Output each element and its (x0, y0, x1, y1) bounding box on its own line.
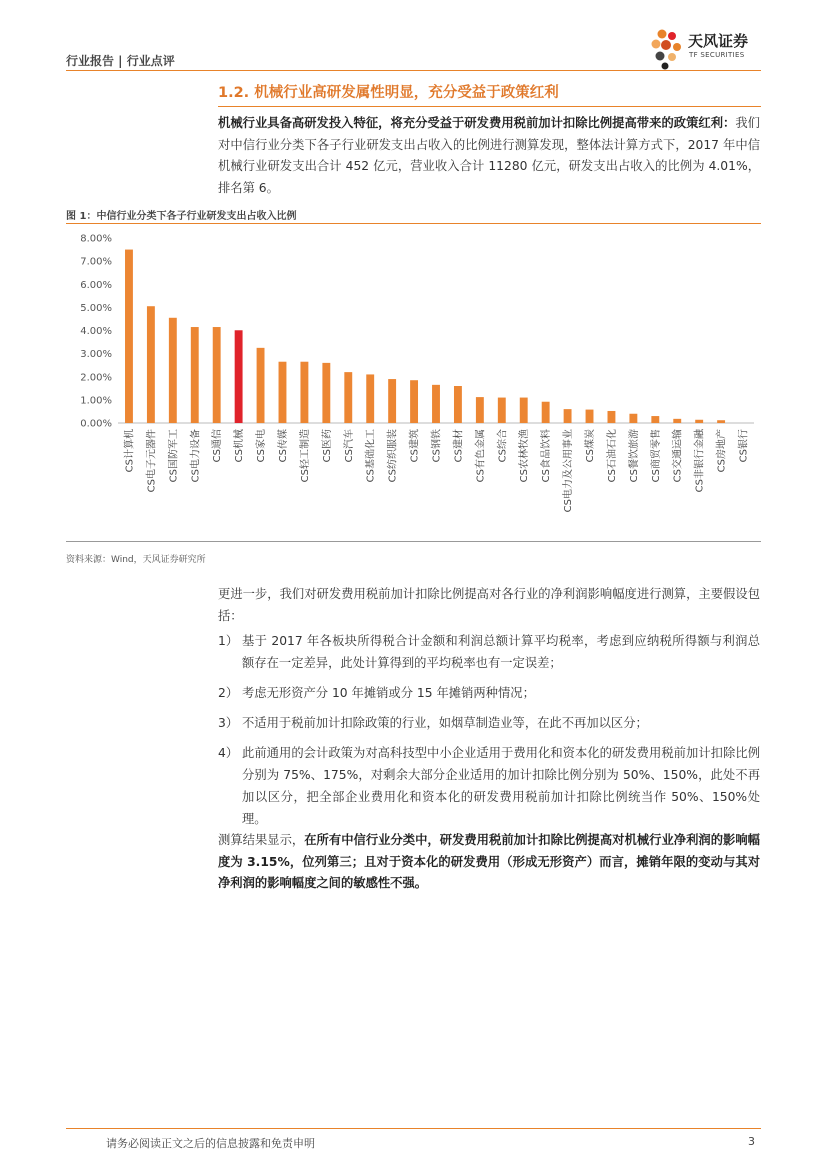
assumption-text: 基于 2017 年各板块所得税合计金额和利润总额计算平均税率，考虑到应纳税所得额与利润总额存在一定差异，此处计算得到的平均税率也有一定误差； (242, 634, 760, 670)
y-tick-label: 3.00% (80, 349, 112, 361)
assumption-item (218, 630, 760, 674)
assumption-number: 1） (218, 634, 239, 648)
bar (257, 348, 265, 423)
x-tick-label: CS交通运输 (672, 429, 684, 483)
section-title: 1.2. 机械行业高研发属性明显，充分受益于政策红利 (218, 85, 559, 101)
y-tick-label: 1.00% (80, 395, 112, 407)
assumption-item (218, 712, 760, 734)
bar (586, 410, 594, 423)
x-tick-label: CS电力及公用事业 (563, 429, 575, 513)
x-tick-label: CS建材 (453, 429, 465, 463)
assumption-item (218, 682, 760, 704)
x-tick-label: CS纺织服装 (387, 429, 399, 483)
x-tick-label: CS有色金属 (475, 429, 487, 483)
y-tick-label: 4.00% (80, 326, 112, 337)
x-tick-label: CS家电 (256, 429, 268, 463)
x-tick-label: CS机械 (234, 429, 246, 463)
x-tick-label: CS通信 (212, 429, 224, 463)
x-tick-label: CS钢铁 (431, 429, 443, 463)
logo-name-en: TF SECURITIES (689, 51, 745, 59)
footer-disclaimer: 请务必阅读正文之后的信息披露和免责申明 (106, 1137, 315, 1150)
bar (498, 398, 506, 423)
conclusion-lead: 测算结果显示， (218, 833, 305, 847)
bar (366, 374, 374, 423)
y-tick-label: 2.00% (80, 372, 112, 384)
bar (717, 420, 725, 423)
figure-title: 图 1：中信行业分类下各子行业研发支出占收入比例 (66, 211, 297, 222)
assumption-text: 此前通用的会计政策为对高科技型中小企业适用于费用化和资本化的研发费用税前加计扣除比例分别为 75%、175%，对剩余大部分企业适用的加计扣除比例分别为 50%、150%，此处不再加以区分，把全部企业费用化和资本化的研发费用税前加计扣除比例统当作 50%、150%处理。 (242, 746, 760, 826)
y-tick-label: 8.00% (80, 233, 112, 245)
figure-bottom-rule (66, 541, 761, 542)
y-tick-label: 7.00% (80, 256, 112, 268)
bar (673, 419, 681, 423)
x-tick-label: CS轻工制造 (299, 429, 311, 483)
x-tick-label: CS银行 (738, 429, 750, 463)
footer-divider (66, 1128, 761, 1129)
intro-body: 我们对中信行业分类下各子行业研发支出占收入的比例进行测算发现，整体法计算方式下，2017 年中信机械行业研发支出合计 452 亿元，营业收入合计 11280 亿元，研发支出占收入的比例为 4.01%，排名第 6。 (218, 116, 760, 195)
bar (191, 327, 199, 423)
logo-flower-icon (650, 26, 686, 70)
header-breadcrumb: 行业报告 | 行业点评 (66, 54, 175, 68)
x-tick-label: CS商贸零售 (650, 429, 662, 483)
figure-source: 资料来源：Wind，天风证券研究所 (66, 555, 206, 565)
y-tick-label: 6.00% (80, 279, 112, 291)
y-tick-label: 5.00% (80, 302, 112, 314)
bar (454, 386, 462, 423)
bar (279, 362, 287, 423)
x-tick-label: CS非银行金融 (694, 429, 706, 493)
x-tick-label: CS农林牧渔 (519, 429, 531, 483)
bar (147, 306, 155, 423)
assumption-number: 4） (218, 746, 239, 760)
x-tick-label: CS基础化工 (365, 429, 377, 483)
x-tick-label: CS国防军工 (168, 429, 180, 483)
bar (608, 411, 616, 423)
bar (344, 372, 352, 423)
intro-lead: 机械行业具备高研发投入特征，将充分受益于研发费用税前加计扣除比例提高带来的政策红利： (218, 116, 736, 130)
assumption-item (218, 742, 760, 830)
conclusion-paragraph (218, 830, 760, 895)
x-tick-label: CS汽车 (343, 429, 355, 463)
section-divider (218, 106, 761, 107)
bar (169, 318, 177, 423)
bar (629, 414, 637, 423)
intro-paragraph (218, 113, 760, 199)
x-tick-label: CS电力设备 (190, 429, 202, 483)
assumption-text: 不适用于税前加计扣除政策的行业，如烟草制造业等，在此不再加以区分； (242, 716, 648, 730)
x-tick-label: CS房地产 (716, 429, 728, 473)
x-tick-label: CS计算机 (124, 429, 136, 473)
bar (300, 362, 308, 423)
assumption-number: 2） (218, 686, 239, 700)
x-tick-label: CS煤炭 (585, 429, 597, 463)
bar (410, 380, 418, 423)
bar (322, 363, 330, 423)
x-tick-label: CS石油石化 (606, 429, 618, 483)
header-divider (66, 70, 761, 71)
x-tick-label: CS综合 (497, 429, 509, 463)
bar (213, 327, 221, 423)
conclusion-body: 在所有中信行业分类中，研发费用税前加计扣除比例提高对机械行业净利润的影响幅度为 3.15%，位列第三；且对于资本化的研发费用（形成无形资产）而言，摊销年限的变动与其对净利润的影响幅度之间的敏感性不强。 (218, 833, 760, 890)
bar (651, 416, 659, 423)
x-tick-label: CS食品饮料 (541, 429, 553, 483)
bar (542, 402, 550, 423)
figure-top-rule (66, 223, 761, 224)
bar (388, 379, 396, 423)
bar (235, 330, 243, 423)
y-tick-label: 0.00% (80, 418, 112, 430)
assumption-text: 考虑无形资产分 10 年摊销或分 15 年摊销两种情况； (242, 686, 535, 700)
assumption-number: 3） (218, 716, 239, 730)
bar (695, 420, 703, 423)
rd-ratio-bar-chart (66, 226, 761, 536)
bar (564, 409, 572, 423)
bar (476, 397, 484, 423)
x-tick-label: CS传媒 (277, 429, 289, 463)
bar (520, 398, 528, 423)
assumption-intro: 更进一步，我们对研发费用税前加计扣除比例提高对各行业的净利润影响幅度进行测算，主要假设包括： (218, 587, 760, 623)
x-tick-label: CS电子元器件 (146, 429, 158, 493)
x-tick-label: CS医药 (321, 429, 333, 463)
x-tick-label: CS餐饮旅游 (628, 429, 640, 483)
x-tick-label: CS建筑 (409, 429, 421, 463)
bar (125, 250, 133, 423)
page-number: 3 (748, 1135, 755, 1148)
logo-name-cn: 天风证券 (688, 32, 749, 50)
company-logo (650, 26, 770, 70)
bar (432, 385, 440, 423)
